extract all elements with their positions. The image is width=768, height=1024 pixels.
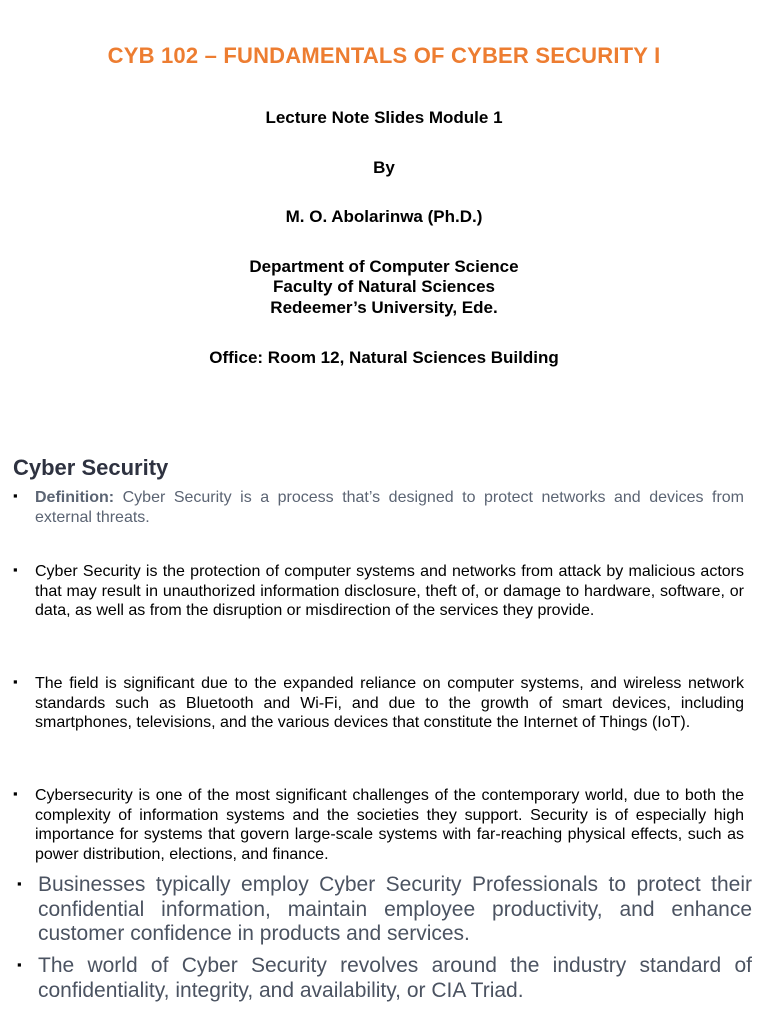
- bullet-definition: [13, 488, 744, 527]
- department-name: Department of Computer Science: [249, 257, 519, 276]
- bullet-significance: [13, 674, 744, 733]
- bullet-businesses: [13, 873, 752, 947]
- bullet-text: Cybersecurity is one of the most significant challenges of the contemporary world, due to both the complexity of information systems and the societies they support. Security is of especially high importance for systems that govern large-scale systems with far-reaching physical effects, such as power distribution, elections, and finance.: [35, 787, 744, 863]
- university-name: Redeemer’s University, Ede.: [270, 298, 498, 317]
- office-location: Office: Room 12, Natural Sciences Building: [209, 348, 559, 367]
- bullet-text: Cyber Security is the protection of computer systems and networks from attack by malicious actors that may result in unauthorized information disclosure, theft of, or damage to hardware, software, or data, as well as from the disruption or misdirection of the services they provide.: [35, 563, 744, 619]
- definition-label: Definition:: [35, 489, 115, 506]
- bullet-text: The field is significant due to the expanded reliance on computer systems, and wireless network standards such as Bluetooth and Wi-Fi, and due to the growth of smart devices, including smartphones, televisions, and the various devices that constitute the Internet of Things (IoT).: [35, 675, 744, 731]
- bullet-square-icon: ▪: [13, 488, 18, 503]
- bullet-challenges: [13, 786, 744, 864]
- bullet-square-icon: ▪: [13, 786, 18, 801]
- definition-text: Cyber Security is a process that’s designed to protect networks and devices from external threats.: [35, 489, 744, 526]
- bullet-square-icon: ▪: [17, 876, 22, 891]
- bullet-text: Businesses typically employ Cyber Security Professionals to protect their confidential information, maintain employee productivity, and enhance customer confidence in products and services.: [38, 873, 752, 945]
- bullet-protection: [13, 562, 744, 621]
- author-name: M. O. Abolarinwa (Ph.D.): [285, 207, 483, 226]
- bullet-square-icon: ▪: [17, 957, 22, 972]
- by-line: By: [373, 158, 395, 177]
- faculty-name: Faculty of Natural Sciences: [272, 277, 496, 296]
- bullet-cia-triad: [13, 954, 752, 1003]
- subtitle: Lecture Note Slides Module 1: [265, 108, 503, 127]
- document-title: CYB 102 – FUNDAMENTALS OF CYBER SECURITY I: [107, 43, 661, 68]
- bullet-square-icon: ▪: [13, 562, 18, 577]
- bullet-square-icon: ▪: [13, 674, 18, 689]
- bullet-text: The world of Cyber Security revolves around the industry standard of confidentiality, integrity, and availability, or CIA Triad.: [38, 954, 752, 1002]
- section-heading: Cyber Security: [13, 455, 169, 480]
